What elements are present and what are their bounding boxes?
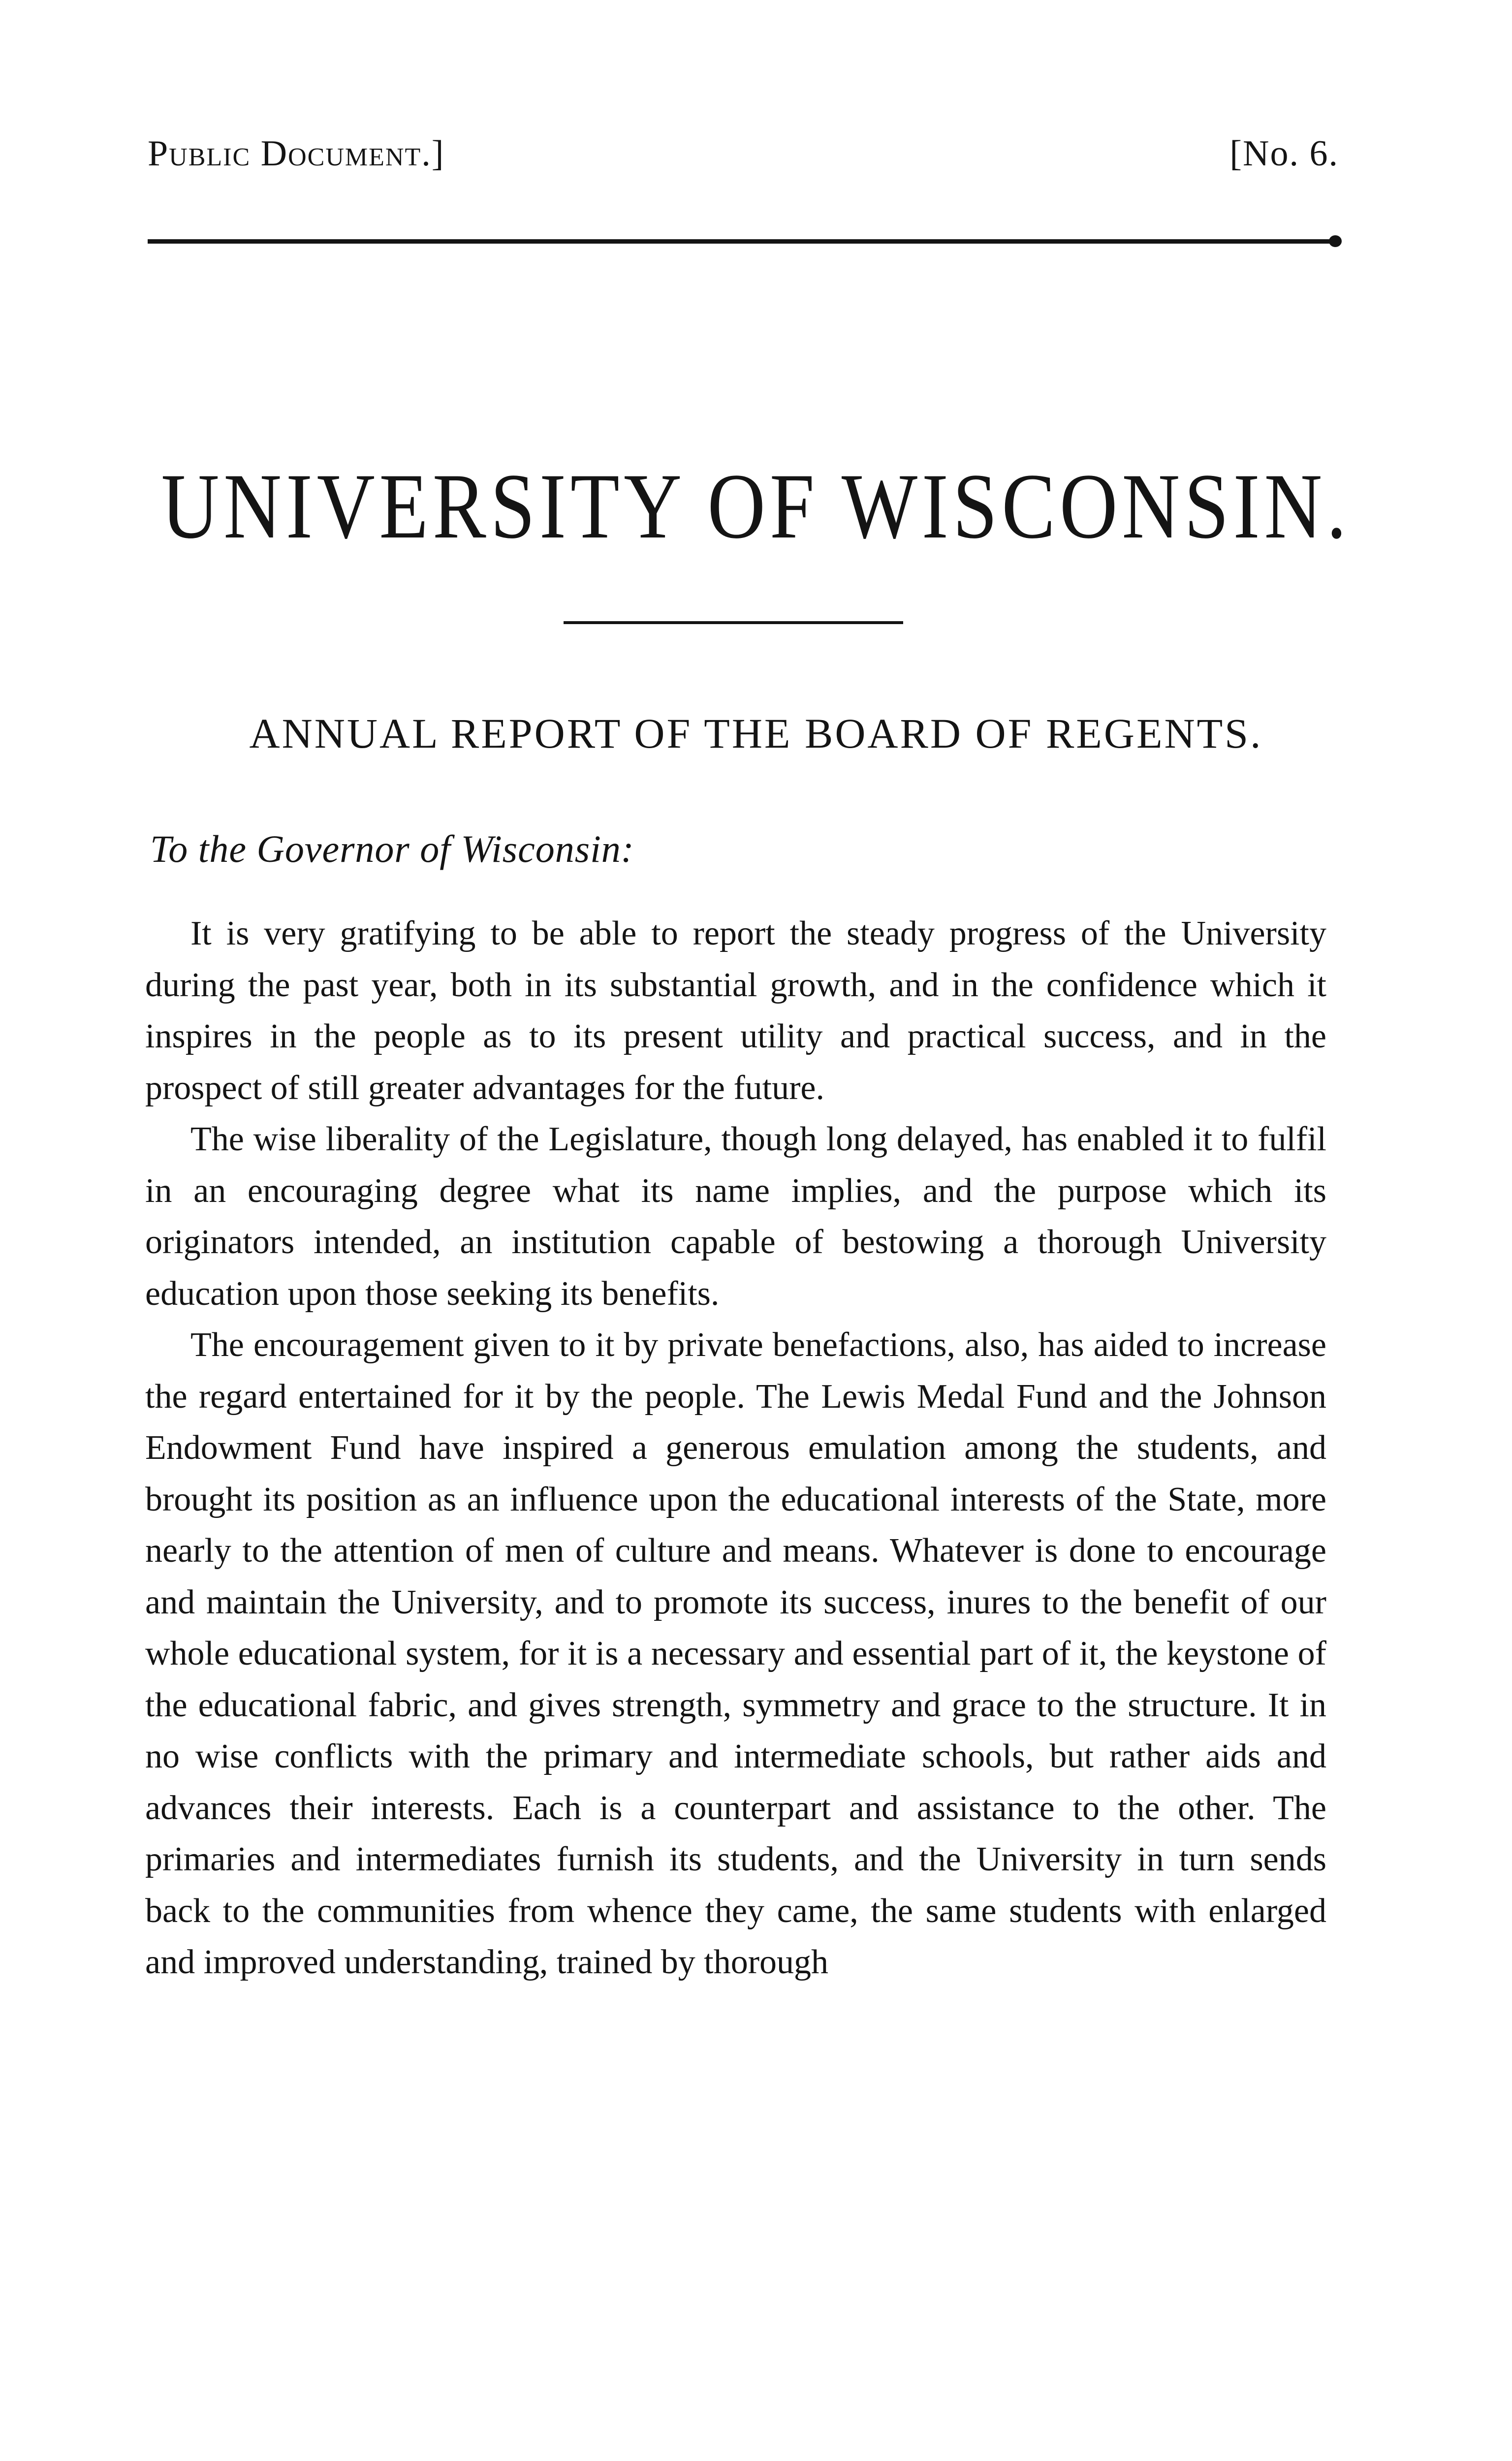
report-body bbox=[145, 908, 1326, 1988]
header-rule bbox=[148, 239, 1339, 244]
header-rule-end bbox=[1329, 235, 1342, 247]
title-divider bbox=[564, 621, 903, 624]
salutation: To the Governor of Wisconsin: bbox=[150, 827, 634, 870]
paragraph-1: It is very gratifying to be able to report the steady progress of the University during the past year, both in its substantial growth, and in the confidence which it inspires in the people as to its present utility and practical success, and in the prospect of still greater advantages for the future. bbox=[145, 915, 1326, 1107]
header-left: Public Document.] bbox=[148, 133, 445, 174]
document-number: [No. 6. bbox=[1229, 133, 1339, 174]
paragraph-3: The encouragement given to it by private benefactions, also, has aided to increase the regard entertained for it by the people. The Lewis Medal Fund and the Johnson Endowment Fund have inspired a generous emulation among the students, and brought its position as an influence upon the educational interests of the State, more nearly to the attention of men of culture and means. Whatever is done to encourage and maintain the University, and to promote its success, inures to the benefit of our whole educational system, for it is a necessary and essential part of it, the keystone of the educational fabric, and gives strength, symmetry and grace to the structure. It in no wise conflicts with the primary and intermediate schools, but rather aids and advances their interests. Each is a counterpart and assistance to the other. The primaries and intermediates furnish its students, and the University in turn sends back to the communities from whence they came, the same students with enlarged and improved understanding, trained by thorough bbox=[145, 1326, 1326, 1981]
paragraph-2: The wise liberality of the Legislature, though long delayed, has enabled it to fulfil in an encouraging degree what its name implies, and the purpose which its originators intended, an institution capable of bestowing a thorough University education upon those seeking its benefits. bbox=[145, 1120, 1326, 1313]
page-title: UNIVERSITY OF WISCONSIN. bbox=[161, 455, 1351, 558]
report-subtitle: ANNUAL REPORT OF THE BOARD OF REGENTS. bbox=[249, 710, 1263, 757]
running-header bbox=[148, 133, 1339, 187]
